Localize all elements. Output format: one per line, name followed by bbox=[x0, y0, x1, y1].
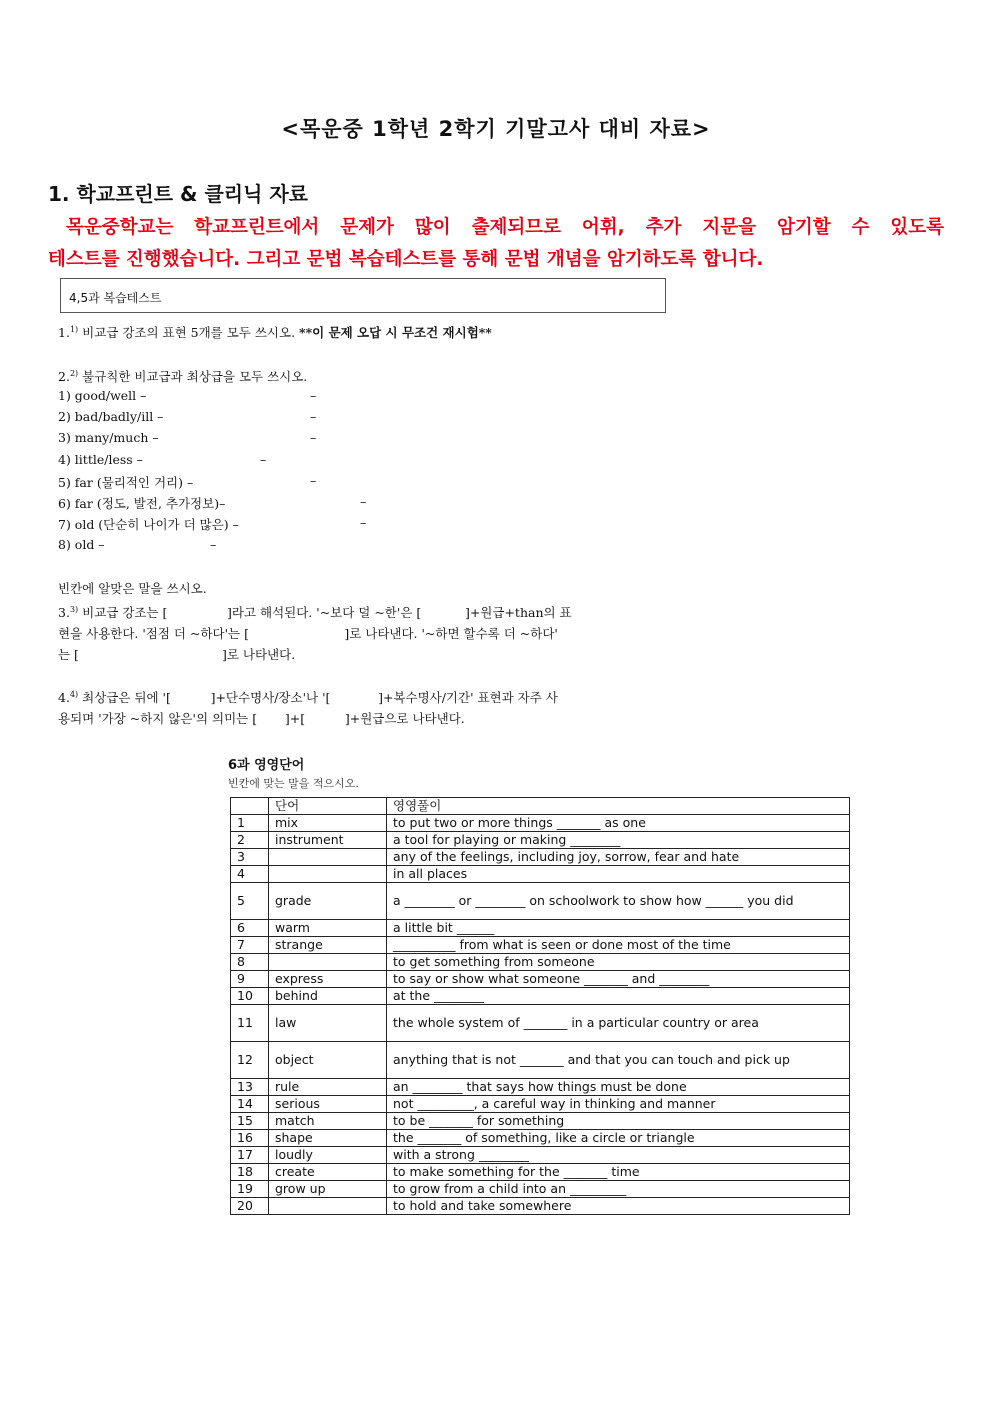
row-definition: to get something from someone bbox=[387, 954, 850, 971]
table-row bbox=[231, 1042, 850, 1079]
table-row bbox=[231, 937, 850, 954]
q3-line-3: 는 [ ]로 나타낸다. bbox=[58, 647, 296, 663]
document-title: <목운중 1학년 2학기 기말고사 대비 자료> bbox=[281, 117, 711, 141]
vocab-instructions: 빈칸에 맞는 말을 적으시오. bbox=[228, 777, 359, 790]
table-row bbox=[231, 1181, 850, 1198]
table-row bbox=[231, 832, 850, 849]
q2-dash: – bbox=[310, 430, 317, 445]
row-number: 18 bbox=[231, 1164, 269, 1181]
vocab-title: 6과 영영단어 bbox=[228, 758, 305, 773]
q2-dash: – bbox=[360, 494, 367, 509]
row-number: 20 bbox=[231, 1198, 269, 1215]
row-number: 9 bbox=[231, 971, 269, 988]
table-row bbox=[231, 1130, 850, 1147]
question-4 bbox=[58, 684, 664, 729]
row-number: 7 bbox=[231, 937, 269, 954]
row-number: 1 bbox=[231, 815, 269, 832]
q4-number: 4. bbox=[58, 690, 70, 706]
table-row bbox=[231, 1005, 850, 1042]
q2-dash: – bbox=[310, 409, 317, 424]
col-word-header: 단어 bbox=[269, 798, 387, 815]
q2-item: 2) bad/badly/ill – bbox=[58, 409, 164, 424]
q2-item: 1) good/well – bbox=[58, 388, 147, 403]
q1-number: 1. bbox=[58, 325, 70, 340]
q2-item: 6) far (정도, 발전, 추가정보)– bbox=[58, 496, 226, 511]
row-definition: to hold and take somewhere bbox=[387, 1198, 850, 1215]
row-definition: with a strong ________ bbox=[387, 1147, 850, 1164]
row-definition: to be _______ for something bbox=[387, 1113, 850, 1130]
row-word bbox=[269, 1198, 387, 1215]
table-row bbox=[231, 1096, 850, 1113]
row-definition: the _______ of something, like a circle or triangle bbox=[387, 1130, 850, 1147]
q3-line-2: 현을 사용한다. '점점 더 ~하다'는 [ ]로 나타낸다. '~하면 할수록 더 ~하다' bbox=[58, 626, 558, 642]
row-definition: a ________ or ________ on schoolwork to show how ______ you did bbox=[387, 883, 850, 920]
q1-warning: **이 문제 오답 시 무조건 재시험** bbox=[299, 325, 492, 340]
row-definition: the whole system of _______ in a particular country or area bbox=[387, 1005, 850, 1042]
row-definition: __________ from what is seen or done most of the time bbox=[387, 937, 850, 954]
row-word: warm bbox=[269, 920, 387, 937]
q2-dash: – bbox=[360, 515, 367, 530]
table-row bbox=[231, 971, 850, 988]
row-word: law bbox=[269, 1005, 387, 1042]
table-row bbox=[231, 920, 850, 937]
row-number: 17 bbox=[231, 1147, 269, 1164]
q2-number: 2. bbox=[58, 369, 70, 384]
row-word: create bbox=[269, 1164, 387, 1181]
table-row bbox=[231, 1079, 850, 1096]
q2-item: 3) many/much – bbox=[58, 430, 159, 445]
table-row bbox=[231, 1164, 850, 1181]
row-word: object bbox=[269, 1042, 387, 1079]
table-row bbox=[231, 988, 850, 1005]
row-word bbox=[269, 849, 387, 866]
table-row bbox=[231, 1113, 850, 1130]
row-word: grow up bbox=[269, 1181, 387, 1198]
row-definition: at the ________ bbox=[387, 988, 850, 1005]
q4-line-2: 용되며 '가장 ~하지 않은'의 의미는 [ ]+[ ]+원급으로 나타낸다. bbox=[58, 711, 465, 727]
q2-dash: – bbox=[260, 452, 267, 467]
q3-footnote: 3) bbox=[69, 605, 79, 614]
q2-footnote: 2) bbox=[69, 368, 79, 378]
row-number: 13 bbox=[231, 1079, 269, 1096]
row-number: 19 bbox=[231, 1181, 269, 1198]
notice-line-2: 테스트를 진행했습니다. 그리고 문법 복습테스트를 통해 문법 개념을 암기하도록 합니다. bbox=[48, 249, 764, 270]
q2-item: 4) little/less – bbox=[58, 452, 143, 467]
table-row bbox=[231, 849, 850, 866]
row-word: serious bbox=[269, 1096, 387, 1113]
q2-item: 7) old (단순히 나이가 더 많은) – bbox=[58, 517, 239, 532]
row-number: 4 bbox=[231, 866, 269, 883]
question-3 bbox=[58, 599, 664, 665]
question-1 bbox=[58, 323, 492, 341]
row-word bbox=[269, 866, 387, 883]
row-word: strange bbox=[269, 937, 387, 954]
row-word: instrument bbox=[269, 832, 387, 849]
row-definition: to put two or more things _______ as one bbox=[387, 815, 850, 832]
row-definition: an ________ that says how things must be done bbox=[387, 1079, 850, 1096]
review-test-label: 4,5과 복습테스트 bbox=[69, 291, 162, 305]
row-definition: not _________, a careful way in thinking and manner bbox=[387, 1096, 850, 1113]
table-row bbox=[231, 954, 850, 971]
vocab-table bbox=[230, 797, 850, 1215]
row-number: 8 bbox=[231, 954, 269, 971]
vocab-header-row bbox=[231, 798, 850, 815]
table-row bbox=[231, 866, 850, 883]
row-definition: anything that is not _______ and that you can touch and pick up bbox=[387, 1042, 850, 1079]
table-row bbox=[231, 883, 850, 920]
row-word: grade bbox=[269, 883, 387, 920]
q1-footnote: 1) bbox=[69, 324, 79, 334]
question-2 bbox=[58, 367, 307, 385]
review-test-label-box bbox=[60, 278, 666, 313]
q4-line-1: 최상급은 뒤에 '[ ]+단수명사/장소'나 '[ ]+복수명사/기간' 표현과 자주 사 bbox=[78, 690, 558, 706]
row-word bbox=[269, 954, 387, 971]
row-definition: a tool for playing or making ________ bbox=[387, 832, 850, 849]
col-number-header bbox=[231, 798, 269, 815]
row-number: 2 bbox=[231, 832, 269, 849]
q3-number: 3. bbox=[58, 605, 70, 621]
notice-line-1: 목운중학교는 학교프린트에서 문제가 많이 출제되므로 어휘, 추가 지문을 암기할 수 있도록 bbox=[66, 217, 944, 238]
row-number: 16 bbox=[231, 1130, 269, 1147]
row-definition: any of the feelings, including joy, sorrow, fear and hate bbox=[387, 849, 850, 866]
table-row bbox=[231, 1198, 850, 1215]
row-number: 12 bbox=[231, 1042, 269, 1079]
section-heading: 1. 학교프린트 & 클리닉 자료 bbox=[48, 182, 309, 206]
row-word: match bbox=[269, 1113, 387, 1130]
row-word: rule bbox=[269, 1079, 387, 1096]
row-definition: to say or show what someone _______ and ________ bbox=[387, 971, 850, 988]
q4-footnote: 4) bbox=[69, 690, 79, 699]
row-number: 10 bbox=[231, 988, 269, 1005]
q2-dash: – bbox=[310, 473, 317, 488]
row-word: behind bbox=[269, 988, 387, 1005]
q2-item: 8) old – bbox=[58, 537, 105, 552]
notice-text bbox=[48, 212, 944, 276]
row-number: 11 bbox=[231, 1005, 269, 1042]
col-definition-header: 영영풀이 bbox=[387, 798, 850, 815]
row-word: mix bbox=[269, 815, 387, 832]
q1-text: 비교급 강조의 표현 5개를 모두 쓰시오. bbox=[78, 325, 300, 340]
row-word: express bbox=[269, 971, 387, 988]
row-number: 14 bbox=[231, 1096, 269, 1113]
row-definition: in all places bbox=[387, 866, 850, 883]
table-row bbox=[231, 1147, 850, 1164]
q2-item: 5) far (물리적인 거리) – bbox=[58, 475, 194, 490]
q2-text: 불규칙한 비교급과 최상급을 모두 쓰시오. bbox=[78, 369, 308, 384]
row-number: 5 bbox=[231, 883, 269, 920]
q2-dash: – bbox=[210, 537, 217, 552]
row-definition: a little bit ______ bbox=[387, 920, 850, 937]
row-number: 3 bbox=[231, 849, 269, 866]
q2-dash: – bbox=[310, 388, 317, 403]
row-definition: to make something for the _______ time bbox=[387, 1164, 850, 1181]
fill-in-instructions: 빈칸에 알맞은 말을 쓰시오. bbox=[58, 581, 207, 596]
table-row bbox=[231, 815, 850, 832]
row-word: loudly bbox=[269, 1147, 387, 1164]
q3-line-1: 비교급 강조는 [ ]라고 해석된다. '~보다 덜 ~한'은 [ ]+원급+than의 표 bbox=[78, 605, 572, 621]
row-definition: to grow from a child into an _________ bbox=[387, 1181, 850, 1198]
row-number: 6 bbox=[231, 920, 269, 937]
row-number: 15 bbox=[231, 1113, 269, 1130]
row-word: shape bbox=[269, 1130, 387, 1147]
